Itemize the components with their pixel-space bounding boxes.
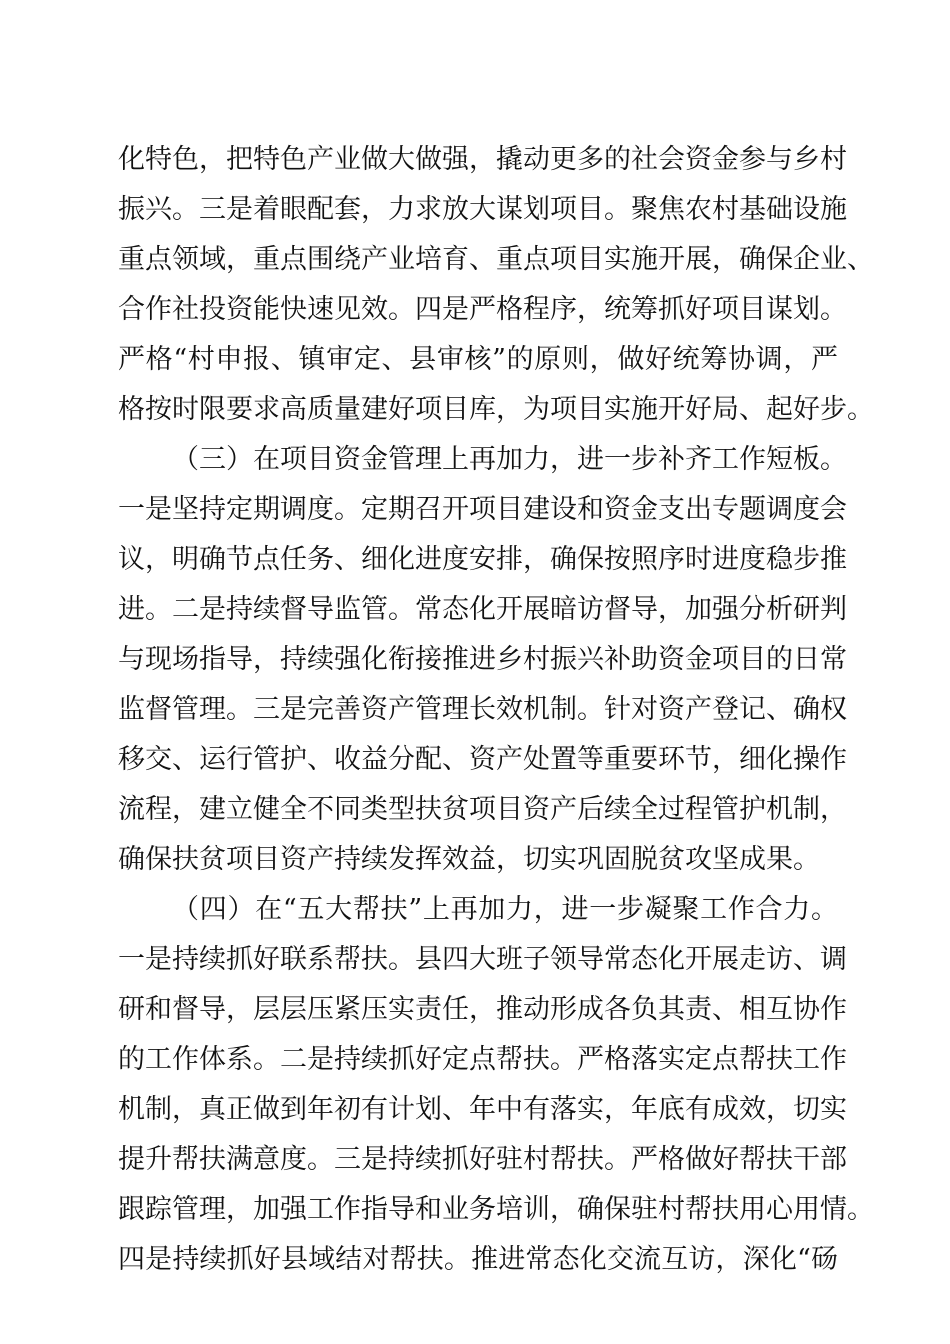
text-line: 机制，真正做到年初有计划、年中有落实，年底有成效，切实 xyxy=(118,1094,847,1125)
text-line: 重点领域，重点围绕产业培育、重点项目实施开展，确保企业、 xyxy=(118,244,874,275)
text-line: 流程，建立健全不同类型扶贫项目资产后续全过程管护机制， xyxy=(118,794,847,825)
text-line: 振兴。三是着眼配套，力求放大谋划项目。聚焦农村基础设施 xyxy=(118,194,847,225)
text-line: 监督管理。三是完善资产管理长效机制。针对资产登记、确权 xyxy=(118,694,847,725)
text-line: 格按时限要求高质量建好项目库，为项目实施开好局、起好步。 xyxy=(118,394,874,425)
text-line: 确保扶贫项目资产持续发挥效益，切实巩固脱贫攻坚成果。 xyxy=(118,844,820,875)
text-line: 合作社投资能快速见效。四是严格程序，统筹抓好项目谋划。 xyxy=(118,294,847,325)
text-line: 一是持续抓好联系帮扶。县四大班子领导常态化开展走访、调 xyxy=(118,944,847,975)
text-line: 移交、运行管护、收益分配、资产处置等重要环节，细化操作 xyxy=(118,744,847,775)
section-heading-4: （四）在“五大帮扶”上再加力，进一步凝聚工作合力。 xyxy=(172,894,838,925)
text-line: 进。二是持续督导监管。常态化开展暗访督导，加强分析研判 xyxy=(118,594,847,625)
text-line: 化特色，把特色产业做大做强，撬动更多的社会资金参与乡村 xyxy=(118,144,847,175)
text-line: 跟踪管理，加强工作指导和业务培训，确保驻村帮扶用心用情。 xyxy=(118,1194,874,1225)
text-line: 一是坚持定期调度。定期召开项目建设和资金支出专题调度会 xyxy=(118,494,847,525)
text-line: 的工作体系。二是持续抓好定点帮扶。严格落实定点帮扶工作 xyxy=(118,1044,847,1075)
text-line: 四是持续抓好县域结对帮扶。推进常态化交流互访，深化“砀 xyxy=(118,1244,838,1275)
text-line: 提升帮扶满意度。三是持续抓好驻村帮扶。严格做好帮扶干部 xyxy=(118,1144,847,1175)
text-line: 议，明确节点任务、细化进度安排，确保按照序时进度稳步推 xyxy=(118,544,847,575)
text-line: 与现场指导，持续强化衔接推进乡村振兴补助资金项目的日常 xyxy=(118,644,847,675)
text-line: 严格“村申报、镇审定、县审核”的原则，做好统筹协调，严 xyxy=(118,344,838,375)
section-heading-3: （三）在项目资金管理上再加力，进一步补齐工作短板。 xyxy=(172,444,847,475)
text-line: 研和督导，层层压紧压实责任，推动形成各负其责、相互协作 xyxy=(118,994,847,1025)
